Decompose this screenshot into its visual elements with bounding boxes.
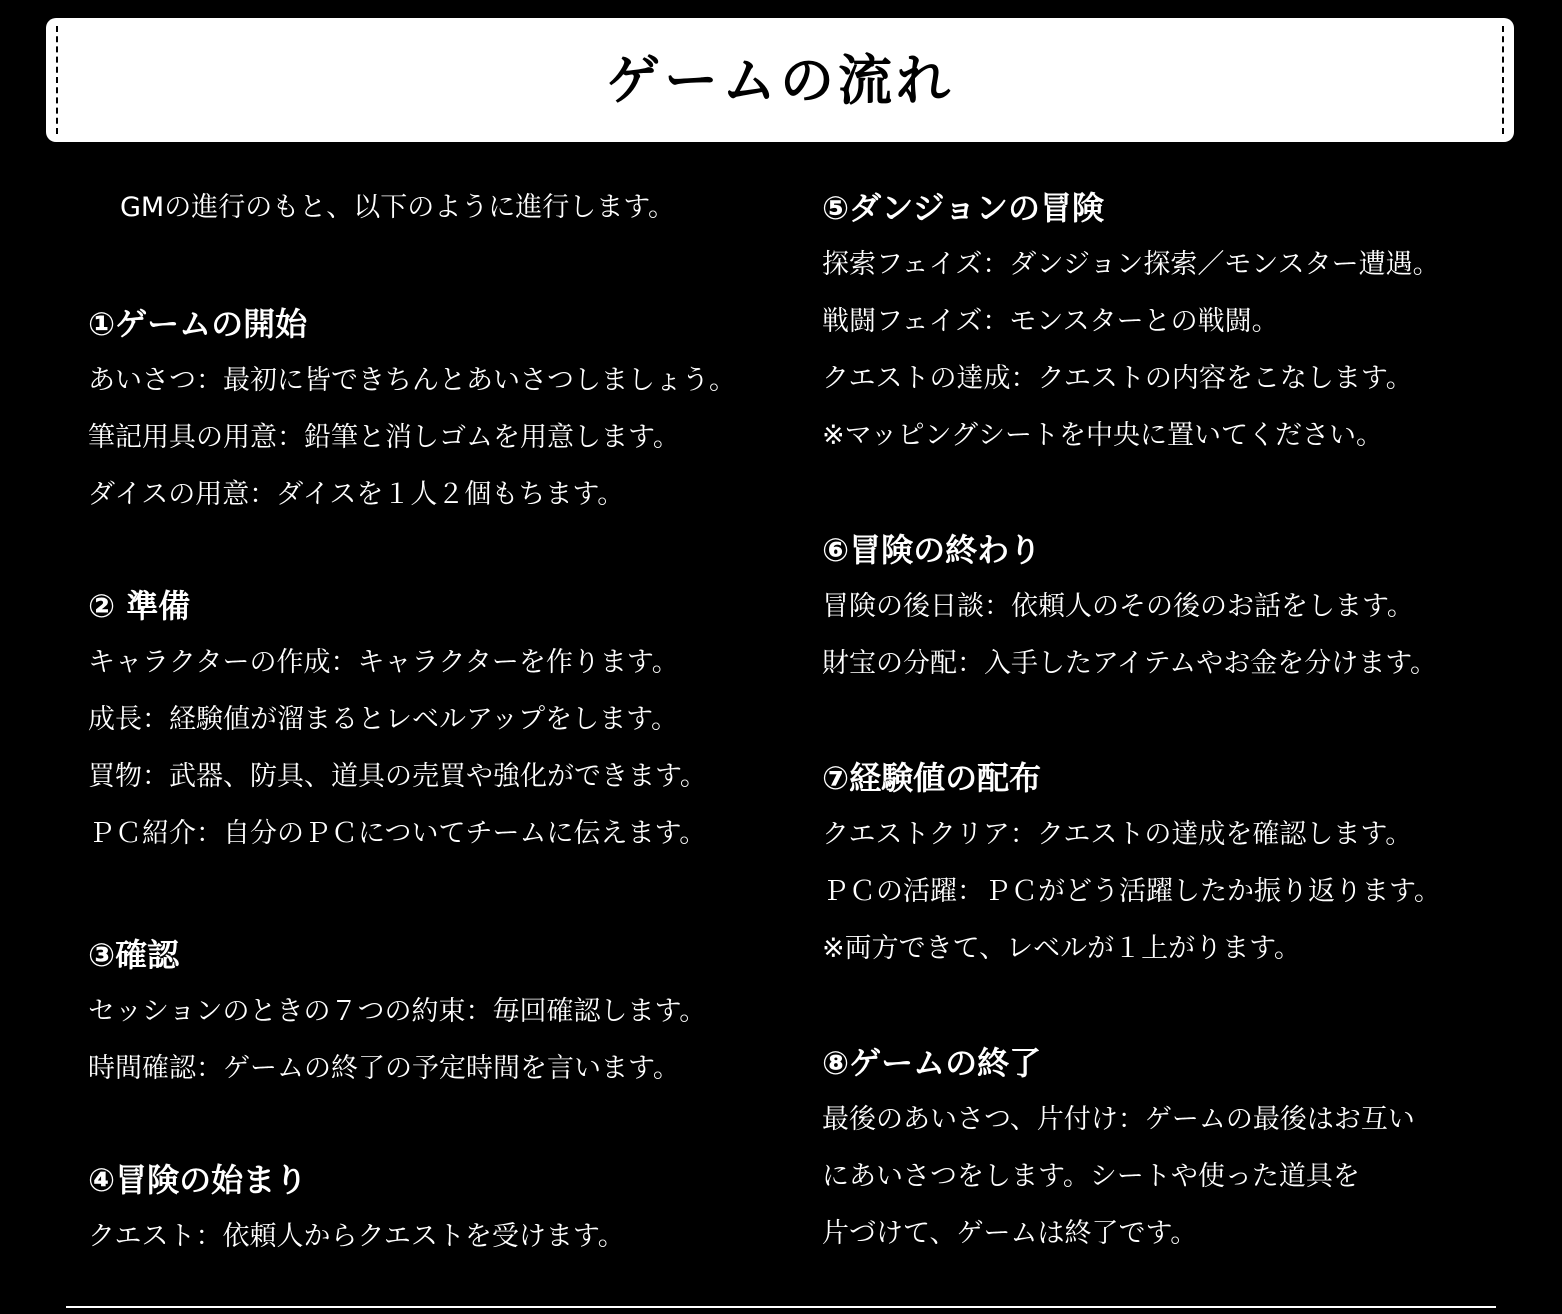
section-heading: ⑧ゲームの終了 <box>822 1044 1042 1082</box>
section-line: クエストの達成：クエストの内容をこなします。 <box>822 363 1413 394</box>
page-title: ゲームの流れ <box>606 48 954 112</box>
section-line: クエストクリア：クエストの達成を確認します。 <box>822 819 1413 850</box>
section-heading: ⑦経験値の配布 <box>822 759 1042 797</box>
section-line: ※両方できて、レベルが１上がります。 <box>822 933 1301 964</box>
right-column <box>822 180 1522 1262</box>
section-line: 戦闘フェイズ：モンスターとの戦闘。 <box>822 306 1279 337</box>
section-game-start <box>88 296 788 523</box>
section-line: 成長：経験値が溜まるとレベルアップをします。 <box>88 704 678 735</box>
section-line: 冒険の後日談：依頼人のその後のお話をします。 <box>822 591 1414 622</box>
section-experience <box>822 750 1522 977</box>
section-heading: ⑥冒険の終わり <box>822 531 1042 569</box>
section-line: 筆記用具の用意：鉛筆と消しゴムを用意します。 <box>88 422 680 453</box>
left-column <box>88 180 788 1265</box>
section-heading: ①ゲームの開始 <box>88 305 308 343</box>
section-line: ダイスの用意：ダイスを１人２個もちます。 <box>88 479 625 510</box>
section-line: 最後のあいさつ、片付け：ゲームの最後はお互い <box>822 1104 1415 1135</box>
section-line: ＰＣ紹介：自分のＰＣについてチームに伝えます。 <box>88 818 707 849</box>
section-line: 時間確認：ゲームの終了の予定時間を言います。 <box>88 1053 680 1084</box>
section-dungeon <box>822 180 1522 464</box>
section-heading: ④冒険の始まり <box>88 1161 308 1199</box>
section-line: ※マッピングシートを中央に置いてください。 <box>822 420 1384 451</box>
section-confirmation <box>88 927 788 1097</box>
section-line: 財宝の分配：入手したアイテムやお金を分けます。 <box>822 648 1438 679</box>
section-line: クエスト：依頼人からクエストを受けます。 <box>88 1221 625 1252</box>
section-line: セッションのときの７つの約束：毎回確認します。 <box>88 996 707 1027</box>
section-line: キャラクターの作成：キャラクターを作ります。 <box>88 647 679 678</box>
section-adventure-end <box>822 522 1522 692</box>
section-line: 片づけて、ゲームは終了です。 <box>822 1218 1198 1249</box>
section-heading: ⑤ダンジョンの冒険 <box>822 189 1104 227</box>
section-preparation <box>88 578 788 862</box>
section-line: 買物：武器、防具、道具の売買や強化ができます。 <box>88 761 707 792</box>
bottom-divider <box>66 1306 1496 1314</box>
section-game-end <box>822 1035 1522 1262</box>
section-line: あいさつ：最初に皆できちんとあいさつしましょう。 <box>88 365 736 396</box>
intro-text: GMの進行のもと、以下のように進行します。 <box>120 192 676 223</box>
section-line: にあいさつをします。シートや使った道具を <box>822 1161 1360 1192</box>
title-banner <box>46 18 1514 142</box>
section-adventure-start <box>88 1152 788 1265</box>
section-line: ＰＣの活躍：ＰＣがどう活躍したか振り返ります。 <box>822 876 1441 907</box>
section-heading: ③確認 <box>88 936 180 974</box>
section-heading: ② 準備 <box>88 587 191 625</box>
section-line: 探索フェイズ：ダンジョン探索／モンスター遭遇。 <box>822 249 1440 280</box>
